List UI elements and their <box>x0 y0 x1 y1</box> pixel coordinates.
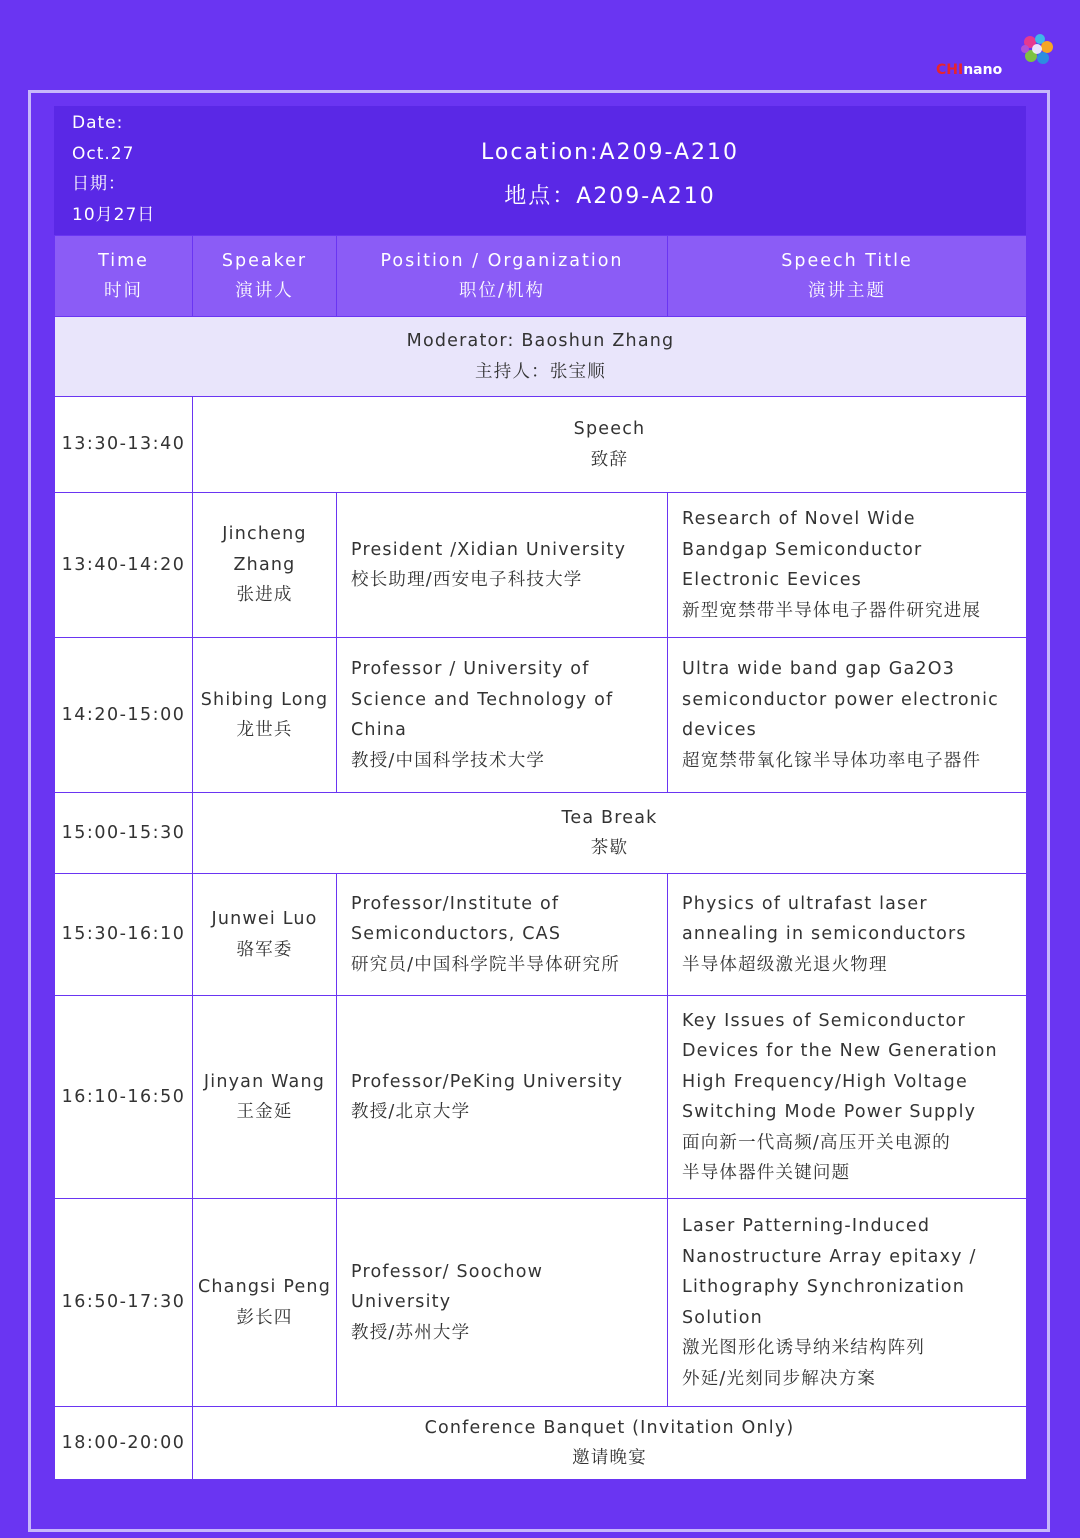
time-cell: 13:30-13:40 <box>55 397 193 493</box>
title-cell: Research of Novel Wide Bandgap Semiconductor Electronic Eevices 新型宽禁带半导体电子器件研究进展 <box>668 493 1027 638</box>
time-cell: 18:00-20:00 <box>55 1407 193 1480</box>
table-row <box>55 874 1027 996</box>
time-cell: 14:20-15:00 <box>55 638 193 793</box>
session-cell: Tea Break 茶歇 <box>193 793 1027 874</box>
header-title: Speech Title 演讲主题 <box>668 236 1027 317</box>
date-label-en: Date: <box>72 113 124 133</box>
table-row <box>55 638 1027 793</box>
table-row <box>55 1407 1027 1480</box>
position-cell: Professor / University of Science and Technology of China 教授/中国科学技术大学 <box>337 638 668 793</box>
time-cell: 13:40-14:20 <box>55 493 193 638</box>
header-position: Position / Organization 职位/机构 <box>337 236 668 317</box>
position-cell: Professor/Institute of Semiconductors, CAS 研究员/中国科学院半导体研究所 <box>337 874 668 996</box>
logo-wordmark: CHInano <box>936 62 1003 78</box>
moderator-cell: Moderator: Baoshun Zhang 主持人：张宝顺 <box>55 317 1027 397</box>
header-speaker: Speaker 演讲人 <box>193 236 337 317</box>
position-cell: Professor/PeKing University 教授/北京大学 <box>337 996 668 1199</box>
title-cell: Laser Patterning-Induced Nanostructure Array epitaxy / Lithography Synchronization Solution 激光图形化诱导纳米结构阵列 外延/光刻同步解决方案 <box>668 1199 1027 1407</box>
time-cell: 16:50-17:30 <box>55 1199 193 1407</box>
speaker-cell: Junwei Luo 骆军委 <box>193 874 337 996</box>
moderator-row <box>55 317 1027 397</box>
table-row <box>55 793 1027 874</box>
table-row <box>55 493 1027 638</box>
position-cell: Professor/ Soochow University 教授/苏州大学 <box>337 1199 668 1407</box>
title-cell: Key Issues of Semiconductor Devices for the New Generation High Frequency/High Voltage Switching Mode Power Supply 面向新一代高频/高压开关电源的 半导体器件关键问题 <box>668 996 1027 1199</box>
table-row <box>55 397 1027 493</box>
chinano-logo <box>930 30 1056 82</box>
title-cell: Physics of ultrafast laser annealing in semiconductors 半导体超级激光退火物理 <box>668 874 1027 996</box>
date-value-zh: 10月27日 <box>72 204 156 225</box>
position-cell: President /Xidian University 校长助理/西安电子科技大学 <box>337 493 668 638</box>
date-label-zh: 日期： <box>72 174 126 194</box>
time-cell: 15:30-16:10 <box>55 874 193 996</box>
location-en: Location:A209-A210 <box>481 140 739 165</box>
speaker-cell: Changsi Peng 彭长四 <box>193 1199 337 1407</box>
header-time: Time 时间 <box>55 236 193 317</box>
date-value-en: Oct.27 <box>72 143 135 164</box>
location-zh: 地点：A209-A210 <box>504 184 716 209</box>
title-cell: Ultra wide band gap Ga2O3 semiconductor power electronic devices 超宽禁带氧化镓半导体功率电子器件 <box>668 638 1027 793</box>
session-cell: Conference Banquet (Invitation Only) 邀请晚宴 <box>193 1407 1027 1480</box>
time-cell: 16:10-16:50 <box>55 996 193 1199</box>
table-row <box>55 1199 1027 1407</box>
table-row <box>55 996 1027 1199</box>
schedule-table <box>54 235 1027 1480</box>
flower-logo-icon <box>1016 30 1056 70</box>
date-block <box>72 108 155 230</box>
table-header-row <box>55 236 1027 317</box>
time-cell: 15:00-15:30 <box>55 793 193 874</box>
session-cell: Speech 致辞 <box>193 397 1027 493</box>
speaker-cell: Jinyan Wang 王金延 <box>193 996 337 1199</box>
speaker-cell: Jincheng Zhang 张进成 <box>193 493 337 638</box>
speaker-cell: Shibing Long 龙世兵 <box>193 638 337 793</box>
